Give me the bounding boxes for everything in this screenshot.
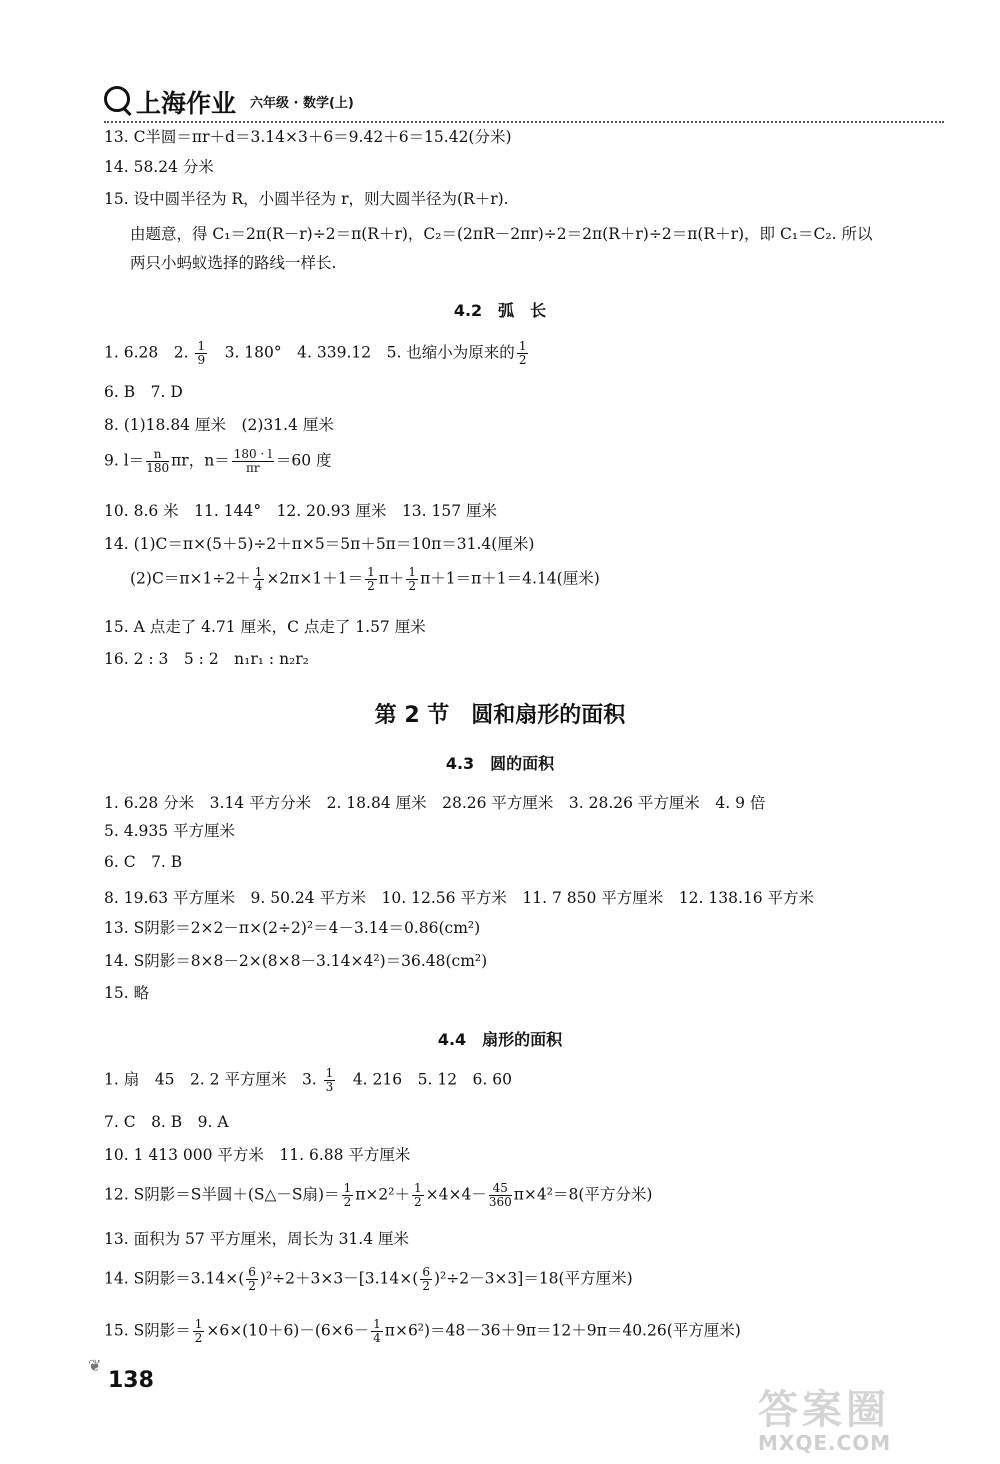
fraction — [246, 1266, 258, 1293]
answer-line: 1. 6.28 分米 3.14 平方分米 2. 18.84 厘米 28.26 平方厘米 3. 28.26 平方厘米 4. 9 倍 — [104, 794, 766, 812]
numerator: n — [146, 448, 169, 462]
denominator: 2 — [422, 1279, 430, 1294]
denominator: 2 — [343, 1195, 352, 1210]
watermark — [758, 1378, 988, 1456]
book-subtitle: 六年级 · 数学(上) — [250, 96, 354, 111]
search-logo-icon — [104, 86, 130, 112]
answer-line: 14. 58.24 分米 — [104, 158, 214, 176]
answer-line — [104, 1318, 741, 1345]
fraction — [146, 448, 169, 475]
numerator: 6 — [248, 1265, 256, 1279]
numerator: 1 — [413, 1181, 422, 1195]
fraction — [342, 1182, 354, 1209]
answer-line: 由题意，得 C₁＝2π(R－r)÷2＝π(R＋r)，C₂＝(2πR－2πr)÷2＝2π(R＋r)÷2＝π(R＋r)，即 C₁＝C₂. 所以 — [130, 225, 873, 243]
text: ×4×4－ — [425, 1185, 487, 1204]
text: 12. S阴影＝S半圆＋(S△－S扇)＝ — [104, 1185, 340, 1204]
text: (2)C＝π×1÷2＋ — [130, 569, 251, 588]
answer-line: 13. S阴影＝2×2－π×(2÷2)²＝4－3.14＝0.86(cm²) — [104, 919, 481, 937]
watermark-url: MXQE.COM — [758, 1431, 892, 1455]
text: π＋1＝π＋1＝4.14(厘米) — [420, 569, 600, 588]
answer-line — [104, 1266, 633, 1293]
answer-line: 两只小蚂蚁选择的路线一样长. — [130, 254, 337, 272]
text: 1. 6.28 2. — [104, 343, 194, 362]
answer-line: 14. (1)C＝π×(5＋5)÷2＋π×5＝5π＋5π＝10π＝31.4(厘米) — [104, 535, 535, 553]
denominator: 2 — [367, 579, 375, 594]
text: )²÷2－3×3]＝18(平方厘米) — [433, 1269, 633, 1288]
fraction — [371, 1318, 383, 1345]
denominator: 9 — [197, 353, 206, 368]
text: π×6²)＝48－36＋9π＝12＋9π＝40.26(平方厘米) — [384, 1321, 741, 1340]
answer-line — [104, 340, 530, 367]
text: 15. S阴影＝ — [104, 1321, 191, 1340]
fraction — [420, 1266, 432, 1293]
text: 1. 扇 45 2. 2 平方厘米 3. — [104, 1070, 322, 1089]
denominator: πr — [245, 461, 260, 476]
answer-line: 13. C半圆＝πr＋d＝3.14×3＋6＝9.42＋6＝15.42(分米) — [104, 128, 512, 146]
section-title: 4.2 弧 长 — [453, 301, 547, 320]
answer-line: 15. 略 — [104, 984, 150, 1002]
answer-line: 13. 面积为 57 平方厘米，周长为 31.4 厘米 — [104, 1230, 410, 1248]
answer-line — [104, 1182, 652, 1209]
numerator: 6 — [422, 1265, 430, 1279]
numerator: 1 — [408, 565, 417, 579]
denominator: 360 — [488, 1195, 512, 1210]
text: πr，n＝ — [171, 451, 230, 470]
fraction — [412, 1182, 424, 1209]
text: 9. l＝ — [104, 451, 145, 470]
section-title: 4.4 扇形的面积 — [437, 1030, 563, 1049]
text: ＝60 度 — [275, 451, 332, 470]
denominator: 2 — [408, 579, 417, 594]
numerator: 1 — [194, 1317, 203, 1331]
fraction — [365, 566, 377, 593]
section-title: 4.3 圆的面积 — [445, 754, 555, 773]
text: 3. 180° 4. 339.12 5. 也缩小为原来的 — [209, 343, 515, 362]
fraction — [253, 566, 265, 593]
fraction — [195, 340, 207, 367]
answer-line: 16. 2 : 3 5 : 2 n₁r₁ : n₂r₂ — [104, 650, 309, 668]
denominator: 3 — [325, 1080, 334, 1095]
answer-line: 15. 设中圆半径为 R，小圆半径为 r，则大圆半径为(R＋r). — [104, 190, 509, 208]
text: π×4²＝8(平方分米) — [513, 1185, 653, 1204]
watermark-logo: 答案圈 — [758, 1387, 890, 1433]
header-divider — [104, 121, 944, 123]
text: )²÷2＋3×3－[3.14×( — [259, 1269, 419, 1288]
denominator: 2 — [248, 1279, 256, 1294]
answer-line: 8. (1)18.84 厘米 (2)31.4 厘米 — [104, 416, 334, 434]
fraction — [324, 1067, 336, 1094]
answer-line: 6. B 7. D — [104, 383, 183, 401]
answer-line: 10. 1 413 000 平方米 11. 6.88 平方厘米 — [104, 1146, 411, 1164]
text: ×6×(10＋6)－(6×6－ — [206, 1321, 370, 1340]
fraction — [232, 448, 274, 475]
text: ×2π×1＋1＝ — [266, 569, 364, 588]
answer-line: 7. C 8. B 9. A — [104, 1113, 229, 1131]
answer-line: 10. 8.6 米 11. 144° 12. 20.93 厘米 13. 157 厘米 — [104, 502, 498, 520]
numerator: 1 — [373, 1317, 381, 1331]
answer-line: 6. C 7. B — [104, 853, 183, 871]
fraction — [406, 566, 418, 593]
text: π×2²＋ — [355, 1185, 410, 1204]
text: π＋ — [378, 569, 405, 588]
page-ornament-icon: ❦ — [88, 1356, 102, 1375]
numerator: 1 — [367, 565, 375, 579]
numerator: 1 — [518, 339, 527, 353]
denominator: 2 — [194, 1331, 203, 1346]
numerator: 1 — [197, 339, 206, 353]
chapter-title: 第 2 节 圆和扇形的面积 — [374, 703, 626, 728]
denominator: 2 — [518, 353, 527, 368]
answer-line: 5. 4.935 平方厘米 — [104, 822, 236, 840]
answer-line: 8. 19.63 平方厘米 9. 50.24 平方米 10. 12.56 平方米 11. 7 850 平方厘米 12. 138.16 平方米 — [104, 889, 815, 907]
numerator: 180 · l — [233, 447, 272, 461]
answer-line — [104, 1067, 512, 1094]
numerator: 45 — [489, 1182, 512, 1196]
answer-line — [104, 448, 332, 475]
numerator: 1 — [325, 1066, 334, 1080]
fraction — [193, 1318, 205, 1345]
fraction — [489, 1182, 512, 1209]
answer-line: 15. A 点走了 4.71 厘米，C 点走了 1.57 厘米 — [104, 618, 426, 636]
numerator: 1 — [254, 565, 263, 579]
fraction — [517, 340, 529, 367]
numerator: 1 — [343, 1181, 352, 1195]
text: 4. 216 5. 12 6. 60 — [337, 1070, 512, 1089]
denominator: 4 — [373, 1331, 381, 1346]
denominator: 180 — [146, 461, 170, 476]
answer-line — [130, 566, 600, 593]
page-number: 138 — [108, 1368, 154, 1393]
text: 14. S阴影＝3.14×( — [104, 1269, 245, 1288]
answer-line: 14. S阴影＝8×8－2×(8×8－3.14×4²)＝36.48(cm²) — [104, 952, 488, 970]
denominator: 2 — [413, 1195, 422, 1210]
brand-title: 上海作业 — [136, 89, 237, 118]
denominator: 4 — [254, 579, 263, 594]
